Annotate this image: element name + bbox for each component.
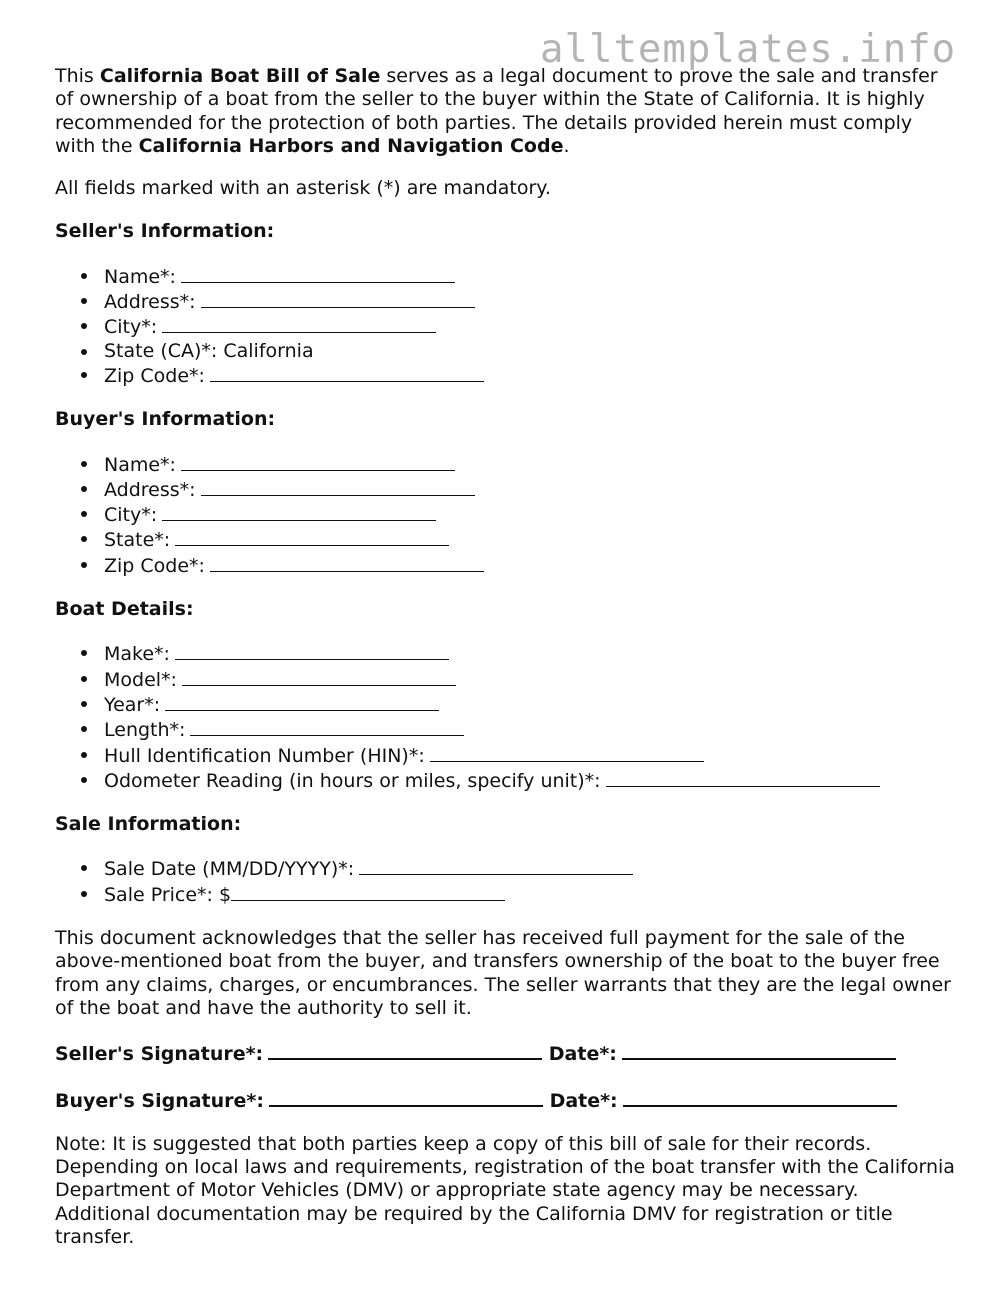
boat-odometer-blank[interactable] (606, 768, 880, 787)
sale-price-item (104, 882, 955, 907)
seller-name-blank[interactable] (181, 264, 455, 283)
intro-text-2: serves as a legal document to prove the sale and transfer of ownership of a boat from the seller to the buyer within the State of California. It is highly recommended for the protection of both parties. The details provided herein must comply with the (55, 65, 938, 157)
intro-doc-title: California Boat Bill of Sale (99, 65, 381, 87)
seller-city-label: City*: (104, 316, 158, 339)
boat-odometer-item (104, 768, 955, 793)
boat-model-blank[interactable] (182, 667, 456, 686)
sale-section-heading: Sale Information: (55, 813, 242, 836)
seller-signature-line (55, 1040, 955, 1066)
sale-fields-list (55, 856, 955, 907)
mandatory-fields-note: All fields marked with an asterisk (*) are mandatory. (55, 177, 551, 200)
boat-model-label: Model*: (104, 668, 177, 691)
boat-hin-blank[interactable] (430, 743, 704, 762)
buyer-state-blank[interactable] (175, 527, 449, 546)
buyer-fields-list (55, 452, 955, 578)
seller-date-label: Date*: (548, 1043, 617, 1066)
seller-zip-label: Zip Code*: (104, 364, 205, 387)
buyer-name-item (104, 452, 955, 477)
seller-city-blank[interactable] (162, 314, 436, 333)
boat-make-item (104, 641, 955, 666)
boat-year-blank[interactable] (165, 692, 439, 711)
buyer-signature-blank[interactable] (269, 1087, 543, 1107)
sale-date-blank[interactable] (359, 856, 633, 875)
watermark-text: alltemplates.info (540, 27, 957, 72)
seller-name-label: Name*: (104, 265, 176, 288)
sale-price-label: Sale Price*: $ (104, 883, 232, 906)
buyer-zip-blank[interactable] (210, 553, 484, 572)
boat-hin-label: Hull Identification Number (HIN)*: (104, 744, 425, 767)
buyer-state-label: State*: (104, 529, 171, 552)
seller-state-label: State (CA)*: California (104, 339, 314, 362)
sale-date-label: Sale Date (MM/DD/YYYY)*: (104, 858, 355, 881)
seller-date-blank[interactable] (622, 1040, 896, 1060)
buyer-city-label: City*: (104, 504, 158, 527)
seller-address-blank[interactable] (201, 289, 475, 308)
boat-hin-item (104, 743, 955, 768)
intro-text-1: This (55, 65, 100, 87)
seller-zip-blank[interactable] (210, 363, 484, 382)
boat-year-item (104, 692, 955, 717)
bill-of-sale-document (55, 65, 955, 1249)
seller-fields-list (55, 264, 955, 388)
intro-text-3: . (563, 134, 570, 157)
boat-model-item (104, 667, 955, 692)
boat-length-item (104, 717, 955, 742)
boat-odometer-label: Odometer Reading (in hours or miles, specify unit)*: (104, 769, 601, 792)
buyer-name-blank[interactable] (181, 452, 455, 471)
closing-note: Note: It is suggested that both parties keep a copy of this bill of sale for their records. Depending on local laws and requirements, registration of the boat transfer with the California Department of Motor Vehicles (DMV) or appropriate state agency may be necessary. Additional documentation may be required by the California DMV for registration or title transfer. (55, 1132, 955, 1248)
buyer-address-item (104, 477, 955, 502)
buyer-address-blank[interactable] (201, 477, 475, 496)
buyer-section-heading: Buyer's Information: (55, 408, 276, 431)
boat-make-label: Make*: (104, 643, 170, 666)
boat-section-heading: Boat Details: (55, 598, 194, 621)
buyer-address-label: Address*: (104, 478, 196, 501)
boat-fields-list (55, 641, 955, 793)
sale-price-blank[interactable] (231, 882, 505, 901)
buyer-city-blank[interactable] (162, 502, 436, 521)
buyer-date-label: Date*: (549, 1089, 618, 1112)
buyer-date-blank[interactable] (623, 1087, 897, 1107)
seller-signature-blank[interactable] (268, 1040, 542, 1060)
boat-year-label: Year*: (104, 693, 161, 716)
seller-city-item (104, 314, 955, 339)
seller-address-item (104, 289, 955, 314)
seller-name-item (104, 264, 955, 289)
buyer-signature-label: Buyer's Signature*: (55, 1089, 264, 1112)
seller-section-heading: Seller's Information: (55, 220, 275, 243)
acknowledgement-paragraph: This document acknowledges that the seller has received full payment for the sale of the above-mentioned boat from the buyer, and transfers ownership of the boat to the buyer free from any claims, charges, or encumbrances. The seller warrants that they are the legal owner of the boat and have the authority to sell it. (55, 927, 951, 1019)
boat-length-label: Length*: (104, 719, 186, 742)
seller-address-label: Address*: (104, 291, 196, 314)
buyer-signature-line (55, 1087, 955, 1113)
buyer-state-item (104, 527, 955, 552)
seller-state-item (104, 340, 955, 363)
buyer-zip-item (104, 553, 955, 578)
buyer-zip-label: Zip Code*: (104, 554, 205, 577)
buyer-name-label: Name*: (104, 453, 176, 476)
seller-zip-item (104, 363, 955, 388)
seller-signature-label: Seller's Signature*: (55, 1043, 264, 1066)
intro-code-reference: California Harbors and Navigation Code (138, 134, 564, 157)
sale-date-item (104, 856, 955, 881)
boat-make-blank[interactable] (175, 641, 449, 660)
intro-paragraph (55, 65, 955, 158)
buyer-city-item (104, 502, 955, 527)
boat-length-blank[interactable] (190, 717, 464, 736)
